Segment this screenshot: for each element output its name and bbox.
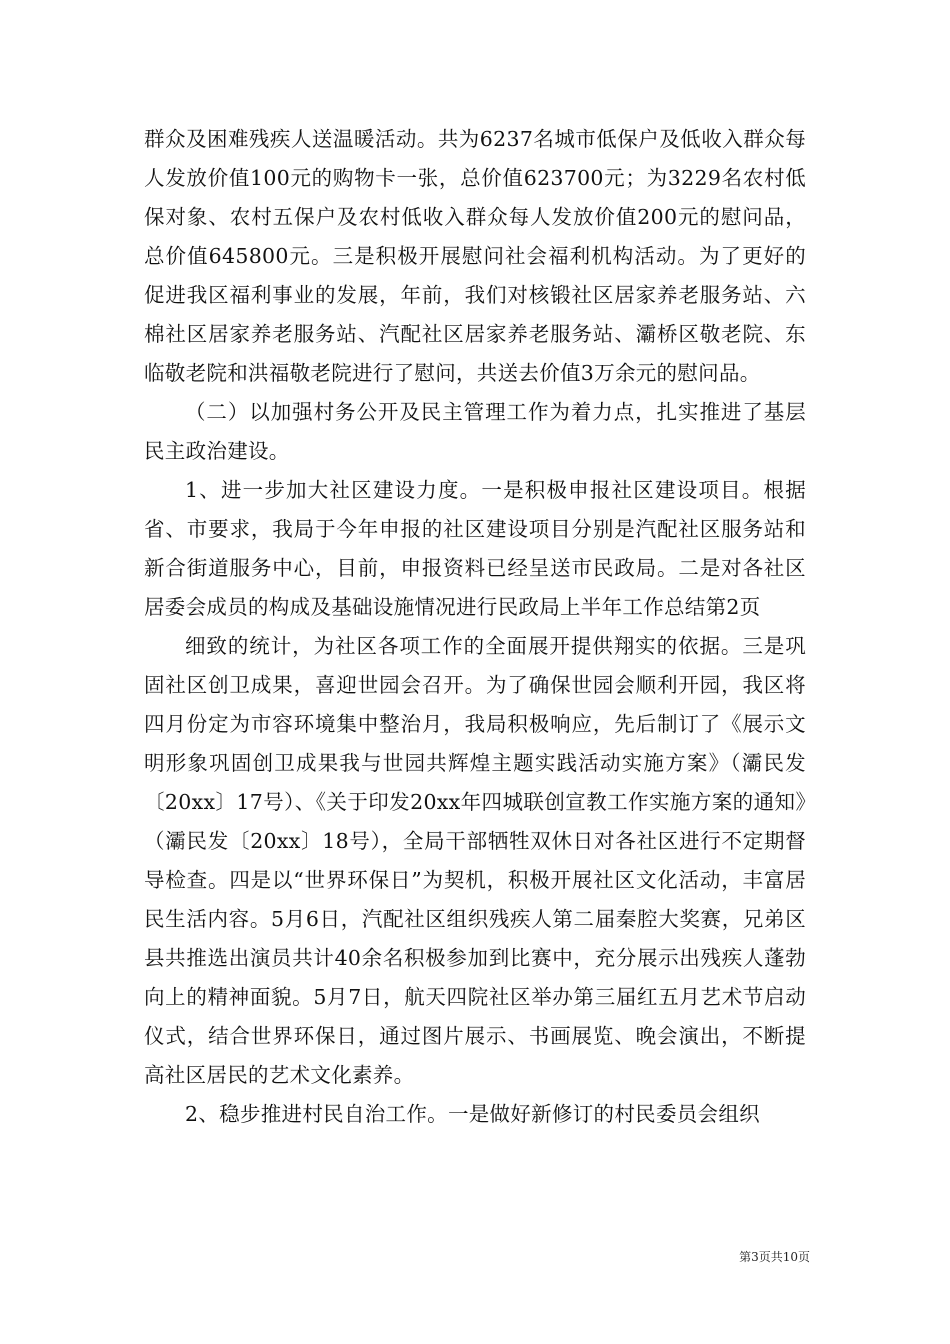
document-body [144,120,806,1134]
paragraph-villager-autonomy: 2、稳步推进村民自治工作。一是做好新修订的村民委员会组织 [185,1102,760,1126]
paragraph-community-statistics: 细致的统计，为社区各项工作的全面展开提供翔实的依据。三是巩固社区创卫成果，喜迎世园会召开。为了确保世园会顺利开园，我区将四月份定为市容环境集中整治月，我局积极响应，先后制订了《展示文明形象巩固创卫成果我与世园共辉煌主题实践活动实施方案》（灞民发〔20xx〕17号）、《关于印发20xx年四城联创宣教工作实施方案的通知》（灞民发〔20xx〕18号），全局干部牺牲双休日对各社区进行不定期督导检查。四是以“世界环保日”为契机，积极开展社区文化活动，丰富居民生活内容。5月6日，汽配社区组织残疾人第二届秦腔大奖赛，兄弟区县共推选出演员共计40余名积极参加到比赛中，充分展示出残疾人蓬勃向上的精神面貌。5月7日，航天四院社区举办第三届红五月艺术节启动仪式，结合世界环保日，通过图片展示、书画展览、晚会演出，不断提高社区居民的艺术文化素养。 [144,634,806,1087]
page-number-footer: 第3页共10页 [739,1250,810,1264]
paragraph-community-building: 1、进一步加大社区建设力度。一是积极申报社区建设项目。根据省、市要求，我局于今年申报的社区建设项目分别是汽配社区服务站和新合街道服务中心，目前，申报资料已经呈送市民政局。二是对各社区居委会成员的构成及基础设施情况进行民政局上半年工作总结第2页 [144,478,806,619]
paragraph-continued-relief: 群众及困难残疾人送温暖活动。共为6237名城市低保户及低收入群众每人发放价值100元的购物卡一张，总价值623700元；为3229名农村低保对象、农村五保户及农村低收入群众每人发放价值200元的慰问品，总价值645800元。三是积极开展慰问社会福利机构活动。为了更好的促进我区福利事业的发展，年前，我们对核锻社区居家养老服务站、六棉社区居家养老服务站、汽配社区居家养老服务站、灞桥区敬老院、东临敬老院和洪福敬老院进行了慰问，共送去价值3万余元的慰问品。 [144,127,806,385]
paragraph-section-heading-2: （二）以加强村务公开及民主管理工作为着力点，扎实推进了基层民主政治建设。 [144,400,806,463]
